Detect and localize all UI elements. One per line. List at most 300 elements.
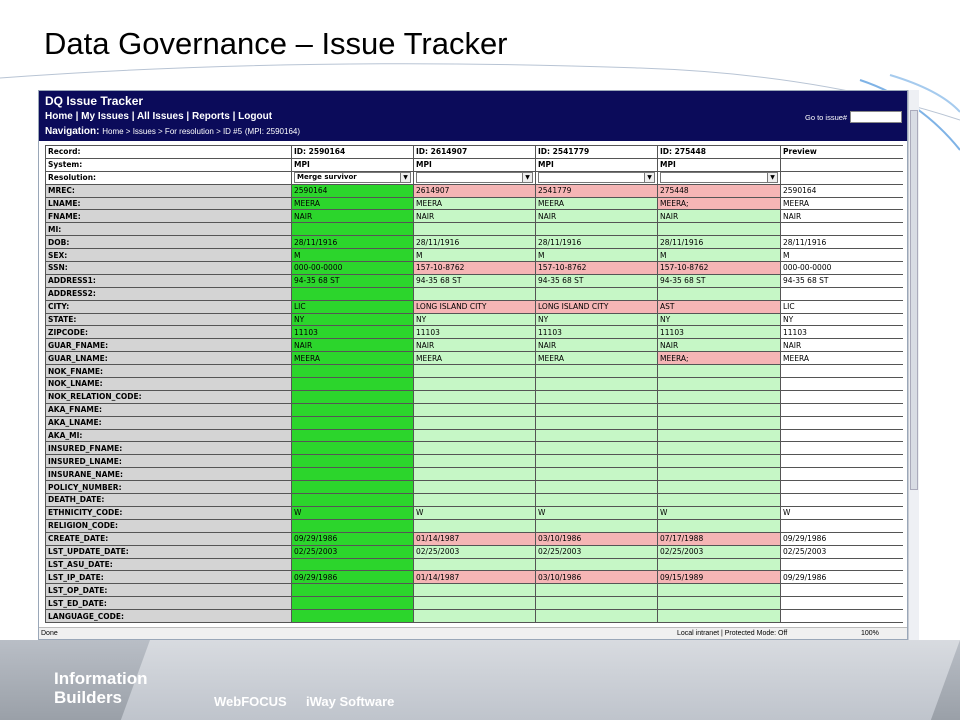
nav-link-my-issues[interactable]: My Issues (81, 111, 129, 122)
record-cell[interactable]: NAIR (292, 210, 414, 223)
record-cell[interactable] (292, 455, 414, 468)
product-webfocus: WebFOCUS (214, 694, 287, 709)
record-cell[interactable] (658, 468, 781, 481)
preview-cell: W (781, 506, 904, 519)
system-value: MPI (414, 158, 536, 171)
preview-cell: 02/25/2003 (781, 545, 904, 558)
field-label: LANGUAGE_CODE: (46, 610, 292, 623)
record-cell[interactable] (658, 558, 781, 571)
record-row (46, 146, 904, 159)
table-row (46, 262, 904, 275)
table-row (46, 558, 904, 571)
field-label: DOB: (46, 236, 292, 249)
record-cell[interactable]: 94-35 68 ST (536, 274, 658, 287)
resolution-cell (781, 171, 904, 184)
field-label: MI: (46, 223, 292, 236)
field-label: NOK_RELATION_CODE: (46, 390, 292, 403)
record-cell[interactable]: MEERA (292, 352, 414, 365)
field-label: AKA_LNAME: (46, 416, 292, 429)
preview-cell: 000-00-0000 (781, 262, 904, 275)
zoom-level[interactable]: 100% (861, 630, 879, 637)
preview-cell (781, 468, 904, 481)
system-value: MPI (536, 158, 658, 171)
preview-cell: MEERA (781, 197, 904, 210)
record-cell[interactable] (414, 365, 536, 378)
table-row (46, 390, 904, 403)
table-row (46, 481, 904, 494)
record-cell[interactable] (292, 519, 414, 532)
nav-link-reports[interactable]: Reports (192, 111, 230, 122)
chevron-down-icon[interactable]: ▼ (400, 173, 410, 182)
field-label: MREC: (46, 184, 292, 197)
preview-cell: 94-35 68 ST (781, 274, 904, 287)
record-cell[interactable]: MEERA; (658, 197, 781, 210)
table-row (46, 223, 904, 236)
record-cell[interactable] (658, 287, 781, 300)
field-label: LST_UPDATE_DATE: (46, 545, 292, 558)
field-label: FNAME: (46, 210, 292, 223)
table-row (46, 403, 904, 416)
table-row (46, 455, 904, 468)
record-cell[interactable]: MEERA (292, 197, 414, 210)
record-cell[interactable] (292, 378, 414, 391)
table-row (46, 494, 904, 507)
record-cell[interactable]: AST (658, 300, 781, 313)
record-cell[interactable]: 03/10/1986 (536, 532, 658, 545)
record-cell[interactable] (414, 416, 536, 429)
table-row (46, 352, 904, 365)
record-cell[interactable]: M (536, 249, 658, 262)
record-cell[interactable]: 28/11/1916 (414, 236, 536, 249)
issue-grid-wrapper (45, 145, 903, 627)
preview-cell (781, 403, 904, 416)
logo-line1: Information (54, 669, 148, 688)
table-row (46, 326, 904, 339)
table-row (46, 416, 904, 429)
record-cell[interactable] (536, 494, 658, 507)
preview-cell: 2590164 (781, 184, 904, 197)
record-cell[interactable]: 94-35 68 ST (414, 274, 536, 287)
goto-issue-input[interactable] (850, 111, 902, 123)
preview-cell (781, 455, 904, 468)
preview-cell (781, 494, 904, 507)
preview-cell (781, 429, 904, 442)
preview-cell: NAIR (781, 339, 904, 352)
record-cell[interactable] (658, 481, 781, 494)
preview-cell (781, 519, 904, 532)
record-id: ID: 275448 (658, 146, 781, 159)
record-cell[interactable] (658, 365, 781, 378)
table-row (46, 468, 904, 481)
record-cell[interactable]: 02/25/2003 (536, 545, 658, 558)
record-cell[interactable] (658, 597, 781, 610)
resolution-row (46, 171, 904, 184)
record-cell[interactable]: 000-00-0000 (292, 262, 414, 275)
resolution-cell (292, 171, 414, 184)
record-cell[interactable]: NAIR (414, 210, 536, 223)
record-cell[interactable] (292, 287, 414, 300)
system-value: MPI (658, 158, 781, 171)
record-cell[interactable] (292, 468, 414, 481)
preview-cell: 28/11/1916 (781, 236, 904, 249)
field-label: LST_ED_DATE: (46, 597, 292, 610)
preview-cell: MEERA (781, 352, 904, 365)
preview-header: Preview (781, 146, 904, 159)
nav-separator: | (72, 111, 82, 122)
record-cell[interactable]: 275448 (658, 184, 781, 197)
nav-separator: | (229, 111, 239, 122)
record-cell[interactable] (658, 403, 781, 416)
record-cell[interactable] (292, 223, 414, 236)
status-zone: Local intranet | Protected Mode: Off (677, 630, 788, 637)
field-label: LST_ASU_DATE: (46, 558, 292, 571)
table-row (46, 210, 904, 223)
breadcrumb (45, 126, 300, 137)
record-cell[interactable] (292, 494, 414, 507)
preview-cell (781, 584, 904, 597)
record-cell[interactable] (536, 416, 658, 429)
record-cell[interactable]: W (414, 506, 536, 519)
browser-statusbar (39, 627, 907, 640)
record-cell[interactable] (414, 223, 536, 236)
field-label: GUAR_LNAME: (46, 352, 292, 365)
record-cell[interactable]: 07/17/1988 (658, 532, 781, 545)
record-cell[interactable] (414, 519, 536, 532)
record-cell[interactable]: W (658, 506, 781, 519)
record-cell[interactable]: 2541779 (536, 184, 658, 197)
record-cell[interactable] (536, 468, 658, 481)
record-cell[interactable]: 157-10-8762 (414, 262, 536, 275)
record-cell[interactable] (536, 442, 658, 455)
scrollbar-thumb[interactable] (910, 110, 918, 490)
record-cell[interactable]: NAIR (536, 339, 658, 352)
record-cell[interactable] (536, 429, 658, 442)
record-cell[interactable]: 11103 (536, 326, 658, 339)
record-cell[interactable]: 2614907 (414, 184, 536, 197)
record-cell[interactable]: NAIR (414, 339, 536, 352)
record-cell[interactable] (658, 429, 781, 442)
table-row (46, 184, 904, 197)
record-cell[interactable]: LIC (292, 300, 414, 313)
record-cell[interactable] (536, 378, 658, 391)
record-cell[interactable] (292, 584, 414, 597)
record-cell[interactable] (536, 287, 658, 300)
preview-cell (781, 558, 904, 571)
record-cell[interactable]: 11103 (414, 326, 536, 339)
record-cell[interactable]: 157-10-8762 (536, 262, 658, 275)
record-cell[interactable]: NY (536, 313, 658, 326)
preview-cell (781, 597, 904, 610)
record-cell[interactable]: 03/10/1986 (536, 571, 658, 584)
chevron-down-icon[interactable]: ▼ (767, 173, 777, 182)
record-cell[interactable] (292, 416, 414, 429)
record-cell[interactable] (658, 494, 781, 507)
record-cell[interactable] (658, 390, 781, 403)
record-cell[interactable] (536, 365, 658, 378)
record-cell[interactable] (292, 597, 414, 610)
issue-grid (45, 145, 903, 623)
record-cell[interactable]: LONG ISLAND CITY (414, 300, 536, 313)
system-row (46, 158, 904, 171)
record-cell[interactable] (658, 455, 781, 468)
table-row (46, 571, 904, 584)
record-cell[interactable] (536, 390, 658, 403)
table-row (46, 287, 904, 300)
table-row (46, 584, 904, 597)
record-cell[interactable]: 11103 (658, 326, 781, 339)
preview-cell (781, 223, 904, 236)
record-cell[interactable] (658, 442, 781, 455)
record-cell[interactable]: 157-10-8762 (658, 262, 781, 275)
breadcrumb-path[interactable]: Home > Issues > For resolution > ID #5 (102, 127, 243, 136)
goto-label: Go to issue# (805, 113, 848, 122)
record-id: ID: 2590164 (292, 146, 414, 159)
preview-cell (781, 365, 904, 378)
field-label: STATE: (46, 313, 292, 326)
record-cell[interactable] (658, 223, 781, 236)
record-cell[interactable]: M (658, 249, 781, 262)
table-row (46, 545, 904, 558)
preview-cell: 11103 (781, 326, 904, 339)
record-cell[interactable] (536, 610, 658, 623)
record-cell[interactable]: MEERA (414, 352, 536, 365)
preview-cell (781, 416, 904, 429)
record-cell[interactable]: NY (414, 313, 536, 326)
record-cell[interactable] (658, 610, 781, 623)
record-cell[interactable]: 94-35 68 ST (292, 274, 414, 287)
table-row (46, 197, 904, 210)
record-cell[interactable] (658, 519, 781, 532)
record-cell[interactable] (292, 403, 414, 416)
record-cell[interactable]: M (292, 249, 414, 262)
field-label: ADDRESS2: (46, 287, 292, 300)
preview-cell (781, 378, 904, 391)
record-id: ID: 2541779 (536, 146, 658, 159)
record-label: Record: (46, 146, 292, 159)
record-cell[interactable] (658, 378, 781, 391)
record-cell[interactable] (536, 481, 658, 494)
preview-cell (781, 442, 904, 455)
record-cell[interactable] (658, 584, 781, 597)
record-cell[interactable] (292, 558, 414, 571)
nav-links (45, 111, 272, 122)
record-cell[interactable] (536, 597, 658, 610)
record-cell[interactable]: 28/11/1916 (292, 236, 414, 249)
table-row (46, 532, 904, 545)
record-cell[interactable] (414, 403, 536, 416)
table-row (46, 236, 904, 249)
record-cell[interactable]: NAIR (658, 339, 781, 352)
record-cell[interactable]: NAIR (292, 339, 414, 352)
record-cell[interactable]: NAIR (536, 210, 658, 223)
record-cell[interactable]: 28/11/1916 (658, 236, 781, 249)
system-value: MPI (292, 158, 414, 171)
resolution-select[interactable] (538, 172, 655, 183)
status-text: Done (41, 630, 58, 637)
preview-cell (781, 610, 904, 623)
vertical-scrollbar[interactable] (908, 90, 919, 640)
record-cell[interactable]: MEERA (536, 197, 658, 210)
record-cell[interactable] (292, 481, 414, 494)
record-cell[interactable] (292, 442, 414, 455)
record-cell[interactable] (292, 365, 414, 378)
record-cell[interactable]: 01/14/1987 (414, 532, 536, 545)
preview-cell: NAIR (781, 210, 904, 223)
record-cell[interactable] (414, 390, 536, 403)
app-header (39, 91, 907, 141)
table-row (46, 274, 904, 287)
logo-line2: Builders (54, 688, 123, 707)
record-cell[interactable] (414, 584, 536, 597)
record-cell[interactable] (536, 519, 658, 532)
preview-cell (781, 390, 904, 403)
preview-cell: NY (781, 313, 904, 326)
field-label: LST_OP_DATE: (46, 584, 292, 597)
record-cell[interactable]: W (292, 506, 414, 519)
record-cell[interactable]: NY (292, 313, 414, 326)
record-cell[interactable]: MEERA (414, 197, 536, 210)
field-label: GUAR_FNAME: (46, 339, 292, 352)
record-cell[interactable] (536, 558, 658, 571)
record-cell[interactable] (414, 287, 536, 300)
record-cell[interactable] (414, 429, 536, 442)
field-label: CITY: (46, 300, 292, 313)
record-cell[interactable]: 01/14/1987 (414, 571, 536, 584)
field-label: AKA_MI: (46, 429, 292, 442)
table-row (46, 378, 904, 391)
field-label: INSURED_FNAME: (46, 442, 292, 455)
resolution-value: Merge survivor (297, 173, 357, 182)
resolution-label: Resolution: (46, 171, 292, 184)
record-cell[interactable]: 11103 (292, 326, 414, 339)
chevron-down-icon[interactable]: ▼ (644, 173, 654, 182)
resolution-select[interactable] (294, 172, 411, 183)
preview-cell (781, 481, 904, 494)
field-label: INSURANE_NAME: (46, 468, 292, 481)
record-cell[interactable]: W (536, 506, 658, 519)
record-cell[interactable]: MEERA; (658, 352, 781, 365)
nav-separator: | (183, 111, 193, 122)
field-label: ZIPCODE: (46, 326, 292, 339)
record-cell[interactable] (414, 481, 536, 494)
record-cell[interactable]: 94-35 68 ST (658, 274, 781, 287)
table-row (46, 300, 904, 313)
table-row (46, 339, 904, 352)
field-label: LNAME: (46, 197, 292, 210)
table-row (46, 365, 904, 378)
record-cell[interactable]: 02/25/2003 (292, 545, 414, 558)
record-cell[interactable] (414, 597, 536, 610)
record-cell[interactable] (414, 442, 536, 455)
table-row (46, 597, 904, 610)
record-cell[interactable]: 09/15/1989 (658, 571, 781, 584)
record-cell[interactable]: M (414, 249, 536, 262)
field-label: NOK_FNAME: (46, 365, 292, 378)
preview-cell: 09/29/1986 (781, 532, 904, 545)
field-label: ADDRESS1: (46, 274, 292, 287)
field-label: ETHNICITY_CODE: (46, 506, 292, 519)
nav-link-logout[interactable]: Logout (238, 111, 273, 122)
preview-cell: M (781, 249, 904, 262)
table-row (46, 442, 904, 455)
field-label: INSURED_LNAME: (46, 455, 292, 468)
record-cell[interactable] (292, 610, 414, 623)
table-row (46, 506, 904, 519)
preview-cell (781, 287, 904, 300)
record-cell[interactable]: MEERA (536, 352, 658, 365)
resolution-cell (658, 171, 781, 184)
field-label: NOK_LNAME: (46, 378, 292, 391)
product-iway: iWay Software (306, 694, 395, 709)
nav-separator: | (128, 111, 137, 122)
record-cell[interactable]: 2590164 (292, 184, 414, 197)
field-label: RELIGION_CODE: (46, 519, 292, 532)
record-cell[interactable] (414, 610, 536, 623)
resolution-select[interactable] (416, 172, 533, 183)
slide-footer (0, 640, 960, 720)
system-value (781, 158, 904, 171)
system-label: System: (46, 158, 292, 171)
field-label: SEX: (46, 249, 292, 262)
table-row (46, 249, 904, 262)
record-cell[interactable]: 09/29/1986 (292, 571, 414, 584)
record-cell[interactable] (536, 584, 658, 597)
navigation-label: Navigation: (45, 126, 100, 137)
nav-link-home[interactable]: Home (45, 111, 73, 122)
table-row (46, 519, 904, 532)
table-row (46, 429, 904, 442)
table-row (46, 313, 904, 326)
record-id: ID: 2614907 (414, 146, 536, 159)
breadcrumb-suffix: (MPI: 2590164) (244, 127, 300, 136)
record-cell[interactable] (536, 455, 658, 468)
record-cell[interactable] (414, 378, 536, 391)
resolution-select[interactable] (660, 172, 778, 183)
preview-cell: LIC (781, 300, 904, 313)
slide-title: Data Governance – Issue Tracker (44, 26, 508, 61)
record-cell[interactable] (414, 494, 536, 507)
record-cell[interactable]: 09/29/1986 (292, 532, 414, 545)
resolution-cell (414, 171, 536, 184)
record-cell[interactable] (292, 429, 414, 442)
field-label: LST_IP_DATE: (46, 571, 292, 584)
record-cell[interactable] (536, 403, 658, 416)
record-cell[interactable]: 02/25/2003 (414, 545, 536, 558)
chevron-down-icon[interactable]: ▼ (522, 173, 532, 182)
record-cell[interactable] (658, 416, 781, 429)
record-cell[interactable] (292, 390, 414, 403)
field-label: POLICY_NUMBER: (46, 481, 292, 494)
record-cell[interactable] (414, 455, 536, 468)
record-cell[interactable] (414, 468, 536, 481)
record-cell[interactable] (414, 558, 536, 571)
preview-cell: 09/29/1986 (781, 571, 904, 584)
record-cell[interactable]: LONG ISLAND CITY (536, 300, 658, 313)
record-cell[interactable]: NY (658, 313, 781, 326)
record-cell[interactable] (536, 223, 658, 236)
browser-window (38, 90, 908, 640)
field-label: AKA_FNAME: (46, 403, 292, 416)
nav-link-all-issues[interactable]: All Issues (136, 111, 184, 122)
record-cell[interactable]: 02/25/2003 (658, 545, 781, 558)
resolution-cell (536, 171, 658, 184)
record-cell[interactable]: NAIR (658, 210, 781, 223)
record-cell[interactable]: 28/11/1916 (536, 236, 658, 249)
field-label: SSN: (46, 262, 292, 275)
app-title: DQ Issue Tracker (45, 94, 144, 108)
field-label: DEATH_DATE: (46, 494, 292, 507)
table-row (46, 610, 904, 623)
